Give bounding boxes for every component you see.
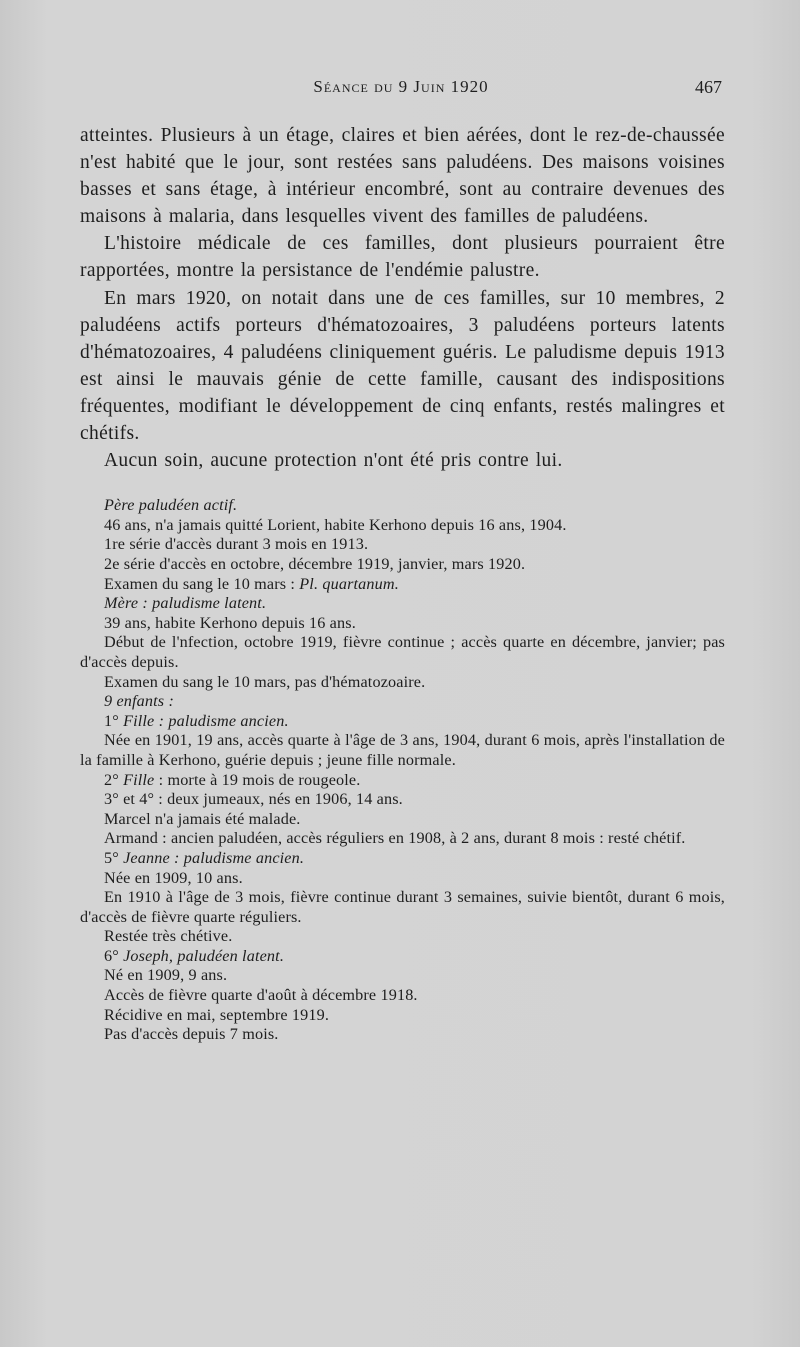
father-line-2: 1re série d'accès durant 3 mois en 1913. xyxy=(104,535,369,554)
mother-line-1: 39 ans, habite Kerhono depuis 16 ans. xyxy=(104,613,356,632)
paragraph-4: Aucun soin, aucune protection n'ont été pris contre lui. xyxy=(104,450,563,472)
child-5-title: Jeanne : paludisme ancien. xyxy=(123,848,305,867)
father-line-1: 46 ans, n'a jamais quitté Lorient, habite Kerhono depuis 16 ans, 1904. xyxy=(104,515,567,534)
header-title-prefix: Séance du xyxy=(313,77,399,96)
child-5-line-2: En 1910 à l'âge de 3 mois, fièvre continue durant 3 semaines, suivie bientôt, durant 6 mois, d'accès de fièvre quarte réguliers. xyxy=(80,888,725,926)
child-2-rest: : morte à 19 mois de rougeole. xyxy=(154,770,361,789)
paragraph-2: L'histoire médicale de ces familles, dont plusieurs pourraient être rapportées, montre la persistance de l'endémie palustre. xyxy=(80,233,725,282)
header-title-year: 1920 xyxy=(450,77,489,96)
running-header xyxy=(80,77,722,107)
father-line-3: 2e série d'accès en octobre, décembre 1919, janvier, mars 1920. xyxy=(104,555,526,573)
father-line-4-text: Examen du sang le 10 mars : xyxy=(104,574,300,593)
child-6-line-1: Né en 1909, 9 ans. xyxy=(104,966,228,985)
child-2-number: 2° xyxy=(104,770,124,789)
header-title-month: Juin xyxy=(408,77,451,96)
paragraph-3: En mars 1920, on notait dans une de ces familles, sur 10 membres, 2 paludéens actifs porteurs d'hématozoaires, 3 paludéens porteurs latents d'hématozoaires, 4 paludéens cliniquement guéris. Le paludisme depuis 1913 est ainsi le mauvais génie de cette famille, causant des indispositions fréquentes, modifiant le développement de cinq enfants, restés malingres et chétifs. xyxy=(80,287,725,445)
father-heading: Père paludéen actif. xyxy=(104,496,238,515)
child-marcel-line: Marcel n'a jamais été malade. xyxy=(104,809,301,828)
child-5-heading xyxy=(80,849,725,869)
child-6-line-2: Accès de fièvre quarte d'août à décembre 1918. xyxy=(104,986,418,1005)
child-1-number: 1° xyxy=(104,711,124,730)
child-2-line xyxy=(80,771,725,791)
child-5-line-3: Restée très chétive. xyxy=(104,927,233,946)
header-title-day: 9 xyxy=(398,77,409,96)
child-5-line-1: Née en 1909, 10 ans. xyxy=(104,868,243,887)
mother-line-2: Début de l'nfection, octobre 1919, fièvre continue ; accès quarte en décembre, janvier; pas d'accès depuis. xyxy=(80,633,725,671)
child-1-title: Fille : paludisme ancien. xyxy=(123,711,289,730)
child-6-number: 6° xyxy=(104,946,124,965)
father-line-4 xyxy=(80,575,725,595)
child-3-line: 3° et 4° : deux jumeaux, nés en 1906, 14 ans. xyxy=(104,790,403,809)
children-heading: 9 enfants : xyxy=(104,692,174,711)
page-body xyxy=(80,122,725,1045)
child-2-title: Fille xyxy=(123,770,155,789)
father-line-4-italic: Pl. quartanum. xyxy=(299,574,399,593)
paragraph-1: atteintes. Plusieurs à un étage, claires et bien aérées, dont le rez-de-chaussée n'est habité que le jour, sont restées sans paludéens. Des maisons voisines basses et sans étage, à intérieur encombré, sont au contraire devenues des maisons à malaria, dans lesquelles vivent des familles de paludéens. xyxy=(80,125,725,228)
child-1-heading xyxy=(80,712,725,732)
child-armand-line: Armand : ancien paludéen, accès réguliers en 1908, à 2 ans, durant 8 mois : resté chétif. xyxy=(104,829,686,848)
header-title xyxy=(80,77,722,97)
child-6-line-3: Récidive en mai, septembre 1919. xyxy=(104,1005,330,1024)
mother-heading: Mère : paludisme latent. xyxy=(104,594,267,613)
child-6-line-4: Pas d'accès depuis 7 mois. xyxy=(104,1025,279,1044)
mother-line-3: Examen du sang le 10 mars, pas d'hématozoaire. xyxy=(104,672,426,691)
child-5-number: 5° xyxy=(104,848,124,867)
child-1-text: Née en 1901, 19 ans, accès quarte à l'âge de 3 ans, 1904, durant 6 mois, après l'installation de la famille à Kerhono, guérie depuis ; jeune fille normale. xyxy=(80,731,725,769)
child-6-title: Joseph, paludéen latent. xyxy=(123,946,285,965)
child-6-heading xyxy=(80,947,725,967)
page-number: 467 xyxy=(695,77,722,97)
